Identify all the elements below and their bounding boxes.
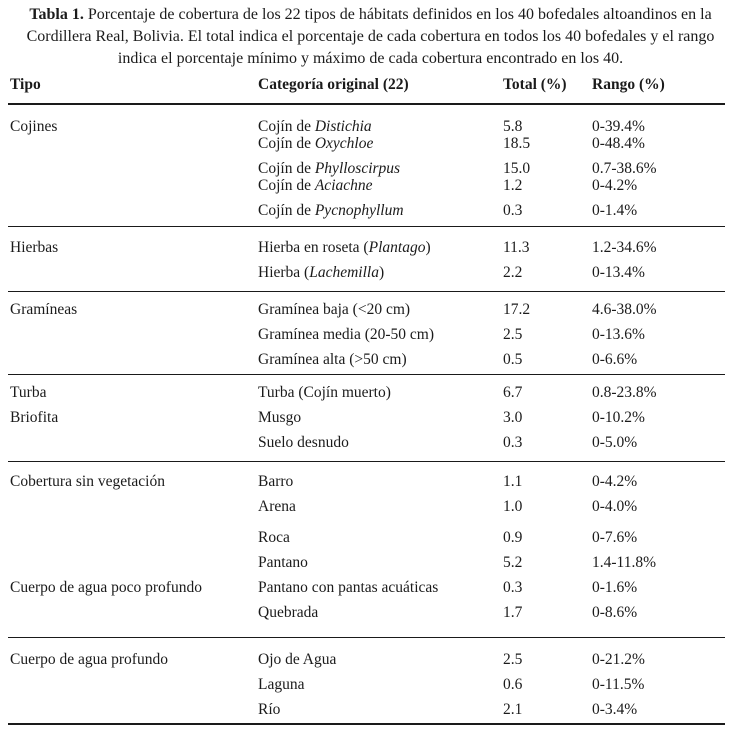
cell-tipo: Hierbas (10, 239, 59, 256)
cell-total: 2.5 (503, 651, 523, 668)
cell-total: 5.8 (503, 118, 523, 135)
cell-rango: 0-48.4% (592, 135, 645, 152)
cell-total: 0.5 (503, 351, 523, 368)
table-row (10, 202, 725, 219)
table-group-cojines (8, 105, 725, 227)
categoria-text: Ojo de Agua (258, 651, 337, 668)
cell-tipo (10, 326, 258, 343)
table-row (10, 473, 725, 490)
cell-tipo: Cuerpo de agua poco profundo (10, 579, 202, 596)
cell-total: 0.6 (503, 676, 523, 693)
cell-tipo (10, 604, 258, 621)
table-row (10, 498, 725, 515)
cell-tipo (10, 434, 258, 451)
table-row (10, 676, 725, 693)
cell-categoria (258, 529, 503, 546)
cell-tipo (10, 529, 258, 546)
table-caption (26, 4, 716, 70)
cell-total: 2.5 (503, 326, 523, 343)
table-row (10, 579, 725, 596)
categoria-genus: Plantago (368, 239, 426, 256)
cell-tipo (10, 202, 258, 219)
cell-categoria (258, 473, 503, 490)
column-header-total: Total (%) (503, 76, 567, 93)
cell-rango: 0-3.4% (592, 701, 638, 718)
cell-total: 0.3 (503, 579, 523, 596)
categoria-text: Barro (258, 473, 294, 490)
cell-total: 0.3 (503, 434, 523, 451)
cell-tipo: Cobertura sin vegetación (10, 473, 165, 490)
cell-tipo (10, 701, 258, 718)
cell-categoria (258, 409, 503, 426)
cell-tipo: Gramíneas (10, 301, 78, 318)
table-row (10, 604, 725, 621)
cell-tipo (10, 264, 258, 281)
cell-tipo (10, 351, 258, 368)
cell-categoria (258, 384, 503, 401)
categoria-text: Gramínea alta (>50 cm) (258, 351, 407, 368)
cell-rango: 4.6-38.0% (592, 301, 657, 318)
table-row (10, 118, 725, 135)
table-row (10, 529, 725, 546)
categoria-text: Hierba ( (258, 264, 310, 281)
cell-total: 2.2 (503, 264, 523, 281)
categoria-text: Gramínea baja (<20 cm) (258, 301, 411, 318)
cell-categoria (258, 498, 503, 515)
cell-rango: 0-13.6% (592, 326, 645, 343)
cell-rango: 0-39.4% (592, 118, 645, 135)
categoria-genus: Aciachne (314, 177, 373, 194)
cell-categoria (258, 135, 503, 152)
cell-rango: 1.2-34.6% (592, 239, 657, 256)
cell-rango: 0-13.4% (592, 264, 645, 281)
cell-categoria (258, 651, 503, 668)
cell-categoria (258, 202, 503, 219)
caption-label: Tabla 1. (29, 6, 84, 23)
cell-tipo (10, 160, 258, 177)
cell-rango: 0-4.0% (592, 498, 638, 515)
cell-rango: 0-6.6% (592, 351, 638, 368)
cell-rango: 1.4-11.8% (592, 554, 656, 571)
cell-total: 0.9 (503, 529, 523, 546)
categoria-text-after: ) (425, 239, 431, 256)
cell-rango: 0-8.6% (592, 604, 638, 621)
cell-categoria (258, 160, 503, 177)
table-row (10, 651, 725, 668)
cell-rango: 0-4.2% (592, 473, 638, 490)
cell-categoria (258, 239, 503, 256)
cell-tipo: Cuerpo de agua profundo (10, 651, 168, 668)
cell-total: 1.0 (503, 498, 523, 515)
cell-categoria (258, 351, 503, 368)
column-header-rango: Rango (%) (592, 76, 665, 93)
cell-rango: 0.7-38.6% (592, 160, 657, 177)
categoria-text-after: ) (378, 264, 385, 281)
categoria-text: Cojín de (258, 135, 315, 152)
cell-categoria (258, 177, 503, 194)
categoria-text: Cojín de (258, 160, 315, 177)
cell-rango: 0-1.6% (592, 579, 638, 596)
cell-tipo: Briofita (10, 409, 59, 426)
cell-categoria (258, 676, 503, 693)
cell-rango: 0-21.2% (592, 651, 645, 668)
categoria-text: Suelo desnudo (258, 434, 349, 451)
cell-categoria (258, 118, 503, 135)
cell-total: 0.3 (503, 202, 523, 219)
categoria-text: Río (258, 701, 281, 718)
categoria-text: Cojín de (258, 202, 315, 219)
table-row (10, 264, 725, 281)
cell-total: 5.2 (503, 554, 523, 571)
table-row (10, 301, 725, 318)
table-row (10, 434, 725, 451)
categoria-text: Pantano con pantas acuáticas (258, 579, 439, 596)
categoria-text: Arena (258, 498, 296, 515)
cell-total: 2.1 (503, 701, 523, 718)
cell-total: 15.0 (503, 160, 531, 177)
categoria-text: Cojín de (258, 118, 315, 135)
categoria-text: Gramínea media (20-50 cm) (258, 326, 435, 343)
cell-total: 6.7 (503, 384, 523, 401)
cell-tipo (10, 135, 258, 152)
cell-rango: 0-1.4% (592, 202, 638, 219)
table-row (10, 135, 725, 152)
table-group-agua-profundo (8, 638, 725, 725)
categoria-text: Pantano (258, 554, 308, 571)
categoria-text: Quebrada (258, 604, 319, 621)
cell-tipo: Turba (10, 384, 47, 401)
table-group-gramineas (8, 292, 725, 375)
cell-categoria (258, 434, 503, 451)
cell-total: 18.5 (503, 135, 531, 152)
cell-tipo: Cojines (10, 118, 58, 135)
cell-rango: 0-4.2% (592, 177, 638, 194)
habitat-coverage-table (8, 76, 725, 725)
cell-rango: 0-10.2% (592, 409, 645, 426)
cell-categoria (258, 326, 503, 343)
cell-categoria (258, 264, 503, 281)
table-row (10, 701, 725, 718)
categoria-text: Roca (258, 529, 290, 546)
categoria-genus: Distichia (314, 118, 372, 135)
column-header-tipo: Tipo (10, 76, 41, 93)
categoria-genus: Pycnophyllum (314, 202, 404, 219)
cell-categoria (258, 604, 503, 621)
cell-total: 11.3 (503, 239, 530, 256)
table-row (10, 177, 725, 194)
cell-tipo (10, 177, 258, 194)
cell-total: 1.7 (503, 604, 523, 621)
cell-rango: 0-5.0% (592, 434, 638, 451)
cell-total: 17.2 (503, 301, 531, 318)
cell-tipo (10, 498, 258, 515)
categoria-genus: Oxychloe (314, 135, 374, 152)
categoria-genus: Lachemilla (309, 264, 379, 281)
categoria-text: Laguna (258, 676, 305, 693)
categoria-text: Cojín de (258, 177, 315, 194)
categoria-text: Musgo (258, 409, 302, 426)
table-group-sin-vegetacion-agua-poco-profundo (8, 462, 725, 638)
table-row (10, 160, 725, 177)
table-row (10, 239, 725, 256)
cell-total: 3.0 (503, 409, 523, 426)
cell-tipo (10, 554, 258, 571)
table-row (10, 351, 725, 368)
cell-rango: 0-7.6% (592, 529, 638, 546)
table-group-turba-briofita (8, 375, 725, 462)
cell-rango: 0-11.5% (592, 676, 645, 693)
categoria-text: Turba (Cojín muerto) (258, 384, 391, 401)
cell-total: 1.2 (503, 177, 523, 194)
table-row (10, 409, 725, 426)
column-header-categoria: Categoría original (22) (258, 76, 409, 93)
table-row (10, 554, 725, 571)
cell-total: 1.1 (503, 473, 523, 490)
table-row (10, 384, 725, 401)
cell-rango: 0.8-23.8% (592, 384, 657, 401)
table-header-row (8, 76, 725, 105)
table-group-hierbas (8, 227, 725, 292)
categoria-text: Hierba en roseta ( (258, 239, 369, 256)
cell-categoria (258, 554, 503, 571)
categoria-genus: Phylloscirpus (314, 160, 401, 177)
table-row (10, 326, 725, 343)
cell-tipo (10, 676, 258, 693)
cell-categoria (258, 579, 503, 596)
cell-categoria (258, 301, 503, 318)
caption-text: Porcentaje de cobertura de los 22 tipos de hábitats definidos en los 40 bofedales altoandinos en la Cordillera Real, Bolivia. El total indica el porcentaje de cada cobertura en todos los 40 bofedales y el rango indica el porcentaje mínimo y máximo de cada cobertura encontrado en los 40. (26, 6, 715, 67)
cell-categoria (258, 701, 503, 718)
